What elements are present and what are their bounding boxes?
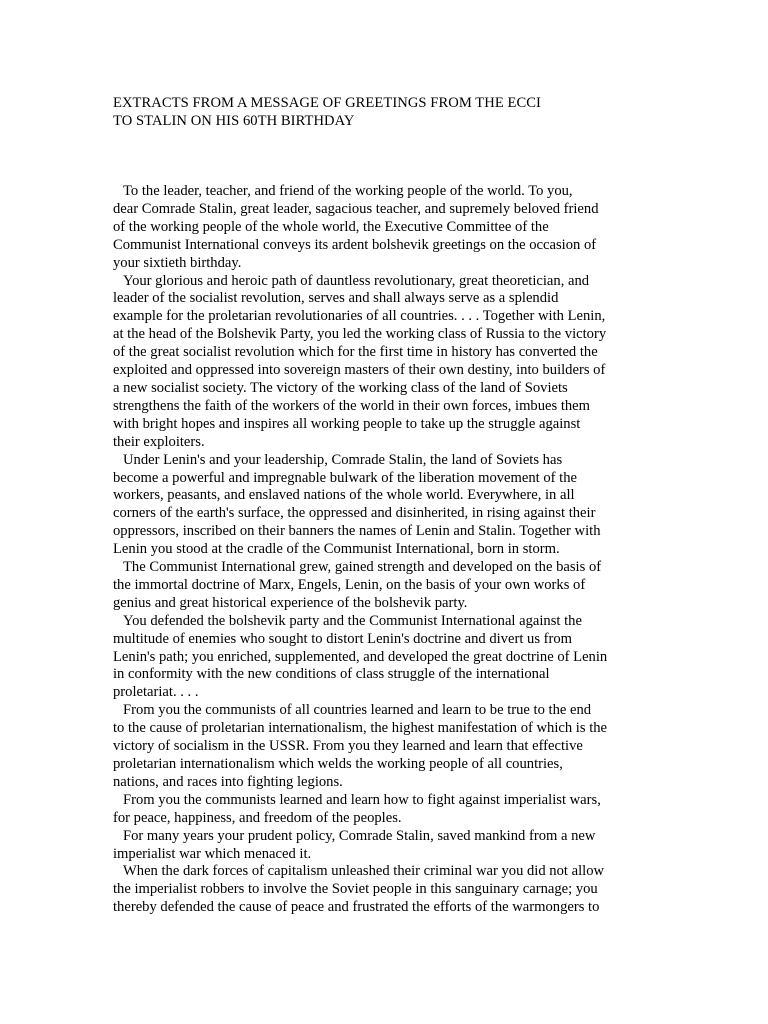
document-body: [113, 183, 673, 917]
paragraph-line: a new socialist society. The victory of the working class of the land of Soviets: [113, 379, 568, 396]
paragraph-line: Communist International conveys its ardent bolshevik greetings on the occasion of: [113, 236, 597, 253]
paragraph: [113, 559, 673, 613]
paragraph-line: genius and great historical experience of the bolshevik party.: [113, 594, 468, 611]
paragraph-line: exploited and oppressed into sovereign masters of their own destiny, into builders of: [113, 362, 606, 379]
paragraph: [113, 792, 673, 828]
paragraph-line: dear Comrade Stalin, great leader, sagacious teacher, and supremely beloved friend: [113, 200, 599, 217]
paragraph-line: the immortal doctrine of Marx, Engels, Lenin, on the basis of your own works of: [113, 576, 586, 593]
paragraph-line: imperialist war which menaced it.: [113, 845, 312, 862]
paragraph-line: example for the proletarian revolutionaries of all countries. . . . Together with Lenin,: [113, 308, 606, 325]
paragraph-line: proletarian internationalism which welds the working people of all countries,: [113, 756, 563, 772]
paragraph-line: proletariat. . . .: [113, 684, 199, 701]
document-title: [113, 94, 673, 130]
paragraph-line: Lenin you stood at the cradle of the Communist International, born in storm.: [113, 541, 560, 558]
paragraph-line: From you the communists of all countries learned and learn to be true to the end: [123, 702, 592, 719]
paragraph-line: The Communist International grew, gained strength and developed on the basis of: [123, 559, 602, 576]
paragraph-line: at the head of the Bolshevik Party, you led the working class of Russia to the victory: [113, 326, 607, 343]
paragraph: [113, 452, 673, 559]
paragraph-line: your sixtieth birthday.: [113, 254, 242, 271]
paragraph-line: their exploiters.: [113, 433, 205, 450]
paragraph-line: corners of the earth's surface, the oppressed and disinherited, in rising against their: [113, 505, 596, 522]
paragraph-line: become a powerful and impregnable bulwark of the liberation movement of the: [113, 469, 577, 486]
paragraph: [113, 863, 673, 917]
paragraph: [113, 183, 673, 273]
paragraph-line: for peace, happiness, and freedom of the peoples.: [113, 809, 402, 826]
paragraph-line: Under Lenin's and your leadership, Comrade Stalin, the land of Soviets has: [123, 451, 563, 468]
paragraph: [113, 828, 673, 864]
paragraph-line: strengthens the faith of the workers of the world in their own forces, imbues them: [113, 397, 591, 414]
paragraph-line: When the dark forces of capitalism unleashed their criminal war you did not allow: [123, 863, 605, 880]
paragraph-line: workers, peasants, and enslaved nations of the whole world. Everywhere, in all: [113, 487, 575, 504]
paragraph-line: of the working people of the whole world, the Executive Committee of the: [113, 218, 549, 235]
paragraph-line: thereby defended the cause of peace and frustrated the efforts of the warmongers to: [113, 899, 600, 916]
paragraph-line: in conformity with the new conditions of class struggle of the international: [113, 666, 550, 683]
paragraph-line: Your glorious and heroic path of dauntless revolutionary, great theoretician, and: [123, 272, 590, 289]
paragraph-line: To the leader, teacher, and friend of the working people of the world. To you,: [123, 183, 573, 199]
title-line: TO STALIN ON HIS 60TH BIRTHDAY: [113, 113, 355, 129]
paragraph: [113, 273, 673, 452]
paragraph-line: leader of the socialist revolution, serves and shall always serve as a splendid: [113, 290, 559, 307]
title-line: EXTRACTS FROM A MESSAGE OF GREETINGS FROM THE ECCI: [113, 95, 541, 111]
paragraph-line: to the cause of proletarian internationalism, the highest manifestation of which is the: [113, 720, 608, 737]
paragraph-line: victory of socialism in the USSR. From you they learned and learn that effective: [113, 738, 583, 755]
paragraph-line: You defended the bolshevik party and the Communist International against the: [123, 612, 582, 629]
paragraph-line: From you the communists learned and learn how to fight against imperialist wars,: [123, 791, 601, 808]
paragraph-line: multitude of enemies who sought to distort Lenin's doctrine and divert us from: [113, 630, 573, 647]
paragraph: [113, 613, 673, 703]
paragraph-line: oppressors, inscribed on their banners the names of Lenin and Stalin. Together with: [113, 523, 601, 540]
paragraph: [113, 702, 673, 792]
paragraph-line: Lenin's path; you enriched, supplemented, and developed the great doctrine of Lenin: [113, 648, 608, 665]
paragraph-line: of the great socialist revolution which for the first time in history has converted the: [113, 344, 598, 361]
paragraph-line: nations, and races into fighting legions.: [113, 773, 343, 790]
paragraph-line: For many years your prudent policy, Comrade Stalin, saved mankind from a new: [123, 827, 596, 844]
paragraph-line: the imperialist robbers to involve the Soviet people in this sanguinary carnage; you: [113, 881, 598, 898]
paragraph-line: with bright hopes and inspires all working people to take up the struggle against: [113, 415, 581, 432]
